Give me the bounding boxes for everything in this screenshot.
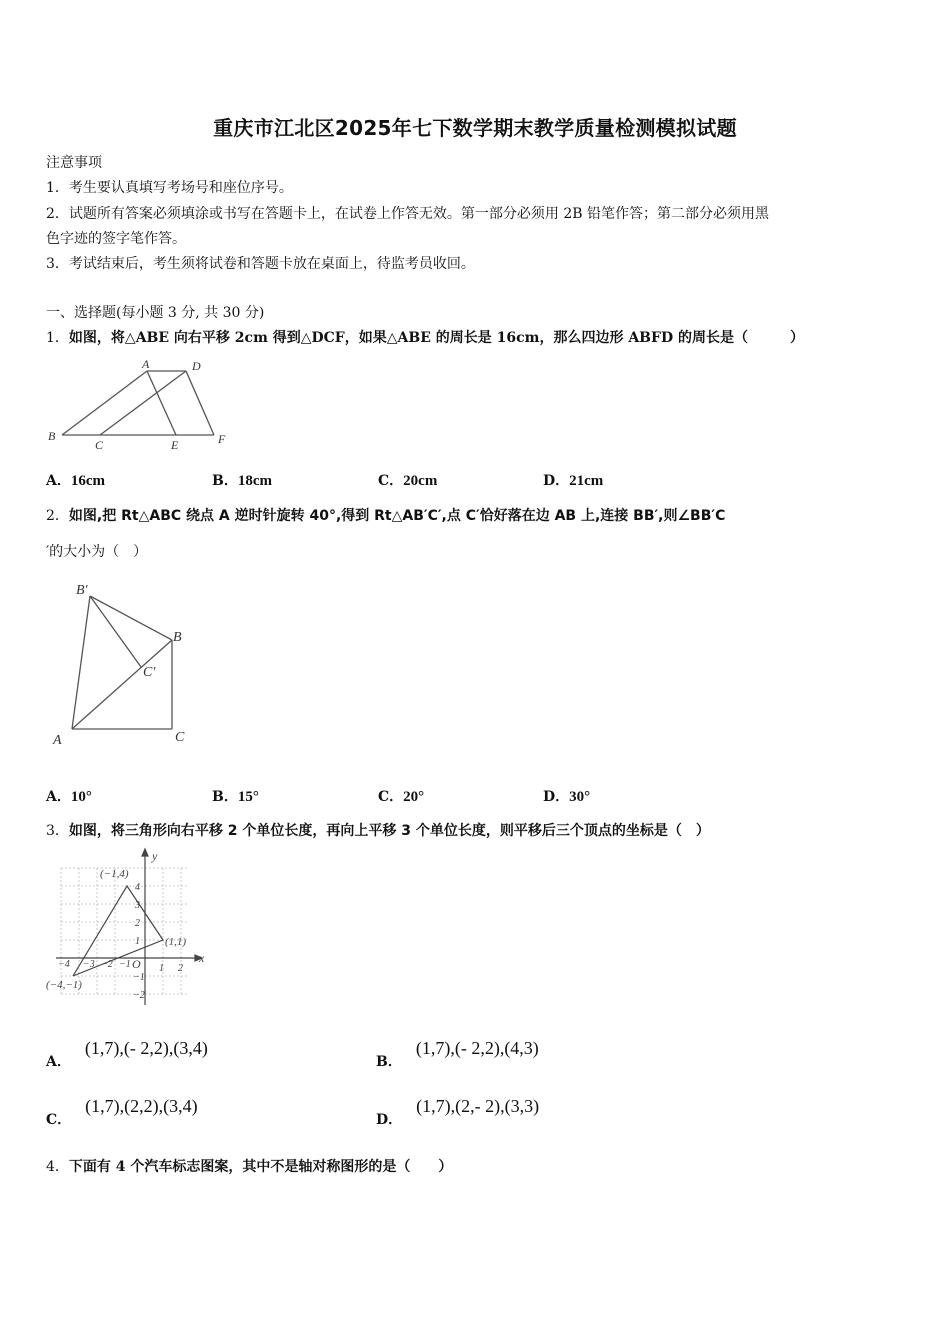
q1-label-b: B <box>48 429 56 443</box>
q3-origin: O <box>132 957 141 971</box>
q3-ytick: 4 <box>135 882 140 893</box>
q1-label-d: D <box>192 359 201 373</box>
q3-axis-y: y <box>152 849 158 863</box>
q3-xtick: −3 <box>83 959 95 970</box>
q1-label-c: C <box>95 438 104 452</box>
q1-label-e: E <box>171 438 179 452</box>
q3-stem <box>46 820 710 840</box>
q2-option-b[interactable]: B．15° <box>212 789 259 805</box>
page-title: 重庆市江北区2025年七下数学期末教学质量检测模拟试题 <box>213 116 737 140</box>
q2-stem-line2: ′的大小为（ ） <box>46 544 148 560</box>
q2-figure <box>48 574 198 754</box>
q2-stem-line1 <box>46 505 725 525</box>
q1-figure <box>44 355 234 455</box>
q1-label-a: A <box>142 357 150 371</box>
q1-number: 1． <box>46 330 69 346</box>
q1-stem <box>46 327 804 347</box>
q3-ytick: 3 <box>135 900 140 911</box>
q1-label-f: F <box>218 432 226 446</box>
q3-figure <box>44 845 214 1010</box>
q3-xtick: −1 <box>119 959 131 970</box>
q3-option-b[interactable]: B．(1,7),(- 2,2),(4,3) <box>376 1038 539 1070</box>
q2-option-d[interactable]: D．30° <box>543 789 591 805</box>
q3-number: 3． <box>46 823 69 839</box>
q2-text: 如图,把 Rt△ABC 绕点 A 逆时针旋转 40°,得到 Rt△AB′C′,点 C′恰好落在边 AB 上,连接 BB′,则∠BB′C <box>68 508 726 524</box>
q2-label-b: B <box>173 630 182 645</box>
notice-item-1: 1．考生要认真填写考场号和座位序号。 <box>46 180 293 196</box>
notice-heading: 注意事项 <box>46 155 102 171</box>
q3-option-d[interactable]: D．(1,7),(2,- 2),(3,3) <box>376 1096 540 1128</box>
q1-text: 如图，将△ABE 向右平移 2cm 得到△DCF，如果△ABE 的周长是 16cm，那么四边形 ABFD 的周长是（ ） <box>68 330 804 346</box>
q3-option-a[interactable]: A．(1,7),(- 2,2),(3,4) <box>46 1038 208 1070</box>
notice-item-2: 2．试题所有答案必须填涂或书写在答题卡上，在试卷上作答无效。第一部分必须用 2B 铅笔作答；第二部分必须用黑 <box>46 206 769 222</box>
q3-ytick: −2 <box>133 990 145 1001</box>
q3-ytick: 1 <box>135 936 140 947</box>
notice-item-3: 3．考试结束后，考生须将试卷和答题卡放在桌面上，待监考员收回。 <box>46 256 475 272</box>
q3-point-a: (−1,4) <box>100 868 129 880</box>
q2-label-b-prime: B′ <box>76 583 88 598</box>
q3-xtick: −4 <box>58 959 70 970</box>
q2-option-a[interactable]: A．10° <box>46 789 92 805</box>
q4-number: 4． <box>46 1159 69 1175</box>
section-heading: 一、选择题(每小题 3 分, 共 30 分) <box>46 305 265 321</box>
q2-label-c: C <box>175 730 185 745</box>
q3-xtick: 1 <box>159 963 164 974</box>
q3-ytick: −1 <box>133 972 145 983</box>
notice-item-2-cont: 色字迹的签字笔作答。 <box>46 231 186 247</box>
q3-axis-x: x <box>199 951 205 965</box>
q1-option-b[interactable]: B．18cm <box>212 473 272 489</box>
q3-text: 如图，将三角形向右平移 2 个单位长度，再向上平移 3 个单位长度，则平移后三个顶点的坐标是（ ） <box>68 823 710 839</box>
q1-option-a[interactable]: A．16cm <box>46 473 106 489</box>
q2-number: 2． <box>46 508 69 524</box>
q2-option-c[interactable]: C．20° <box>378 789 425 805</box>
q3-xtick: −2 <box>101 959 113 970</box>
q3-point-b: (1,1) <box>165 936 187 948</box>
q3-xtick: 2 <box>178 963 183 974</box>
q2-label-a: A <box>53 733 62 748</box>
q3-ytick: 2 <box>135 918 140 929</box>
q1-option-c[interactable]: C．20cm <box>378 473 438 489</box>
q4-stem <box>46 1156 452 1176</box>
q2-label-c-prime: C′ <box>143 665 156 680</box>
q4-text: 下面有 4 个汽车标志图案，其中不是轴对称图形的是（ ） <box>68 1159 453 1175</box>
q3-point-c: (−4,−1) <box>46 979 82 991</box>
q3-option-c[interactable]: C．(1,7),(2,2),(3,4) <box>46 1096 198 1128</box>
q1-option-d[interactable]: D．21cm <box>543 473 604 489</box>
